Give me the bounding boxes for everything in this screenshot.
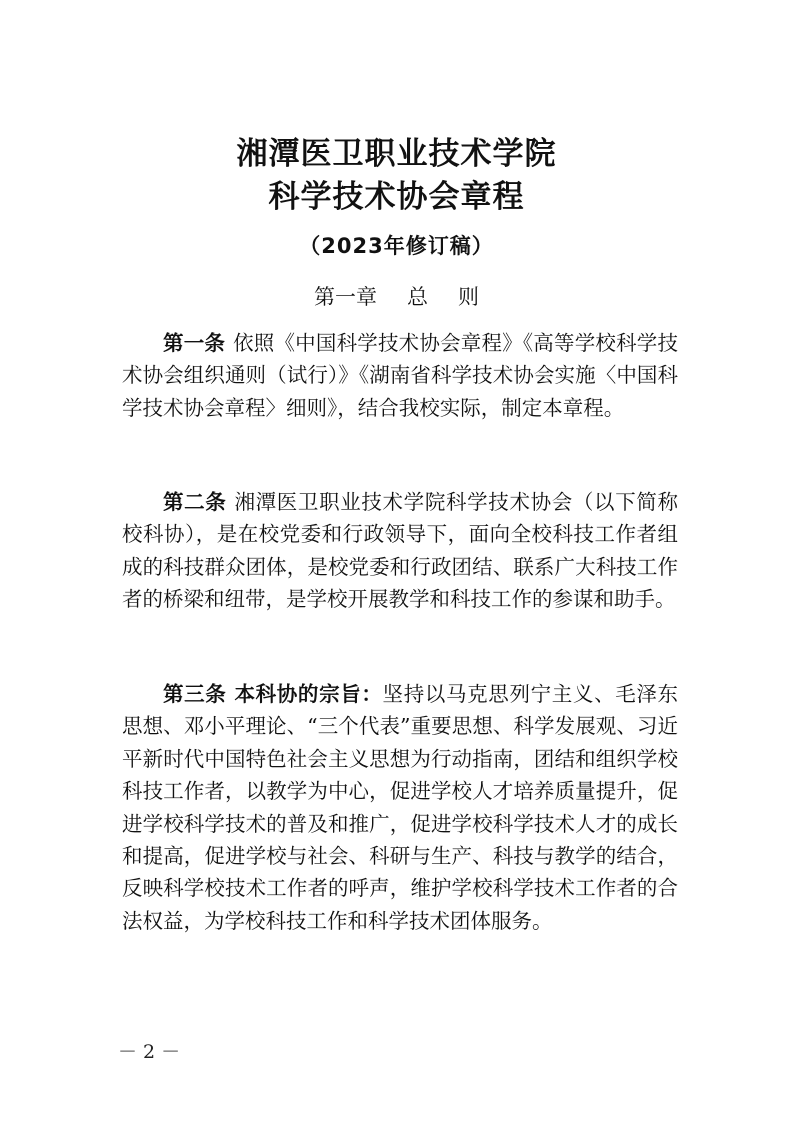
article-text: 依照《中国科学技术协会章程》《高等学校科学技术协会组织通则（试行）》《湖南省科学技术协会实施〈中国科学技术协会章程〉细则》，结合我校实际，制定本章程。 <box>122 331 678 420</box>
chapter-heading <box>0 281 793 313</box>
article-label: 第一条 <box>163 331 226 355</box>
chapter-number: 第一章 <box>314 285 377 309</box>
article-emphasis: 本科协的宗旨： <box>234 682 383 706</box>
article-text: 坚持以马克思列宁主义、毛泽东思想、邓小平理论、“三个代表”重要思想、科学发展观、习近平新时代中国特色社会主义思想为行动指南，团结和组织学校科技工作者，以教学为中心，促进学校人才培养质量提升，促进学校科学技术的普及和推广，促进学校科学技术人才的成长和提高，促进学校与社会、科研与生产、科技与教学的结合，反映科学校技术工作者的呼声，维护学校科学技术工作者的合法权益，为学校科技工作和科学技术团体服务。 <box>122 682 679 933</box>
article-text: 湘潭医卫职业技术学院科学技术协会（以下简称校科协），是在校党委和行政领导下，面向全校科技工作者组成的科技群众团体，是校党委和行政团结、联系广大科技工作者的桥梁和纽带，是学校开展教学和科技工作的参谋和助手。 <box>122 490 679 612</box>
chapter-title-char1: 总 <box>407 285 428 309</box>
article-1 <box>122 327 678 424</box>
document-title-line2: 科学技术协会章程 <box>268 179 525 215</box>
page-number: － 2 － <box>118 1041 181 1063</box>
article-2 <box>122 486 678 616</box>
article-3 <box>122 678 678 937</box>
revision-note: （2023年修订稿） <box>299 234 494 258</box>
document-title-line1: 湘潭医卫职业技术学院 <box>236 136 557 172</box>
chapter-title-char2: 则 <box>458 285 479 309</box>
article-label: 第三条 <box>163 682 227 706</box>
article-label: 第二条 <box>163 490 227 514</box>
